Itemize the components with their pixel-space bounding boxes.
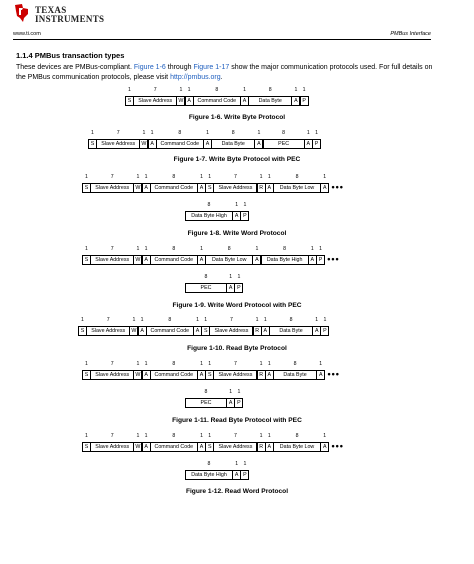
frame-field-label: A <box>257 141 261 147</box>
frame-field <box>261 246 309 265</box>
frame-field-bit-count: 1 <box>235 202 239 208</box>
frame-field-label: A <box>195 328 200 334</box>
frame-field-bit-count: 1 <box>91 130 94 136</box>
continuation-dots-icon: ••• <box>331 182 344 192</box>
frame-field-label: Command Code <box>154 444 194 450</box>
frame-field-bit-count: 1 <box>237 274 241 280</box>
frame-field-bit-count: 1 <box>243 461 247 467</box>
frame-field-bit-count: 8 <box>204 274 208 280</box>
frame-field-label: Data Byte <box>279 328 303 334</box>
frame-field-bit-count: 7 <box>110 433 114 439</box>
pmbus-org-link[interactable]: http://pmbus.org <box>170 73 221 81</box>
frame-field-label: W <box>141 141 147 147</box>
frame-field-bit-count: 1 <box>267 433 271 439</box>
frame-field <box>269 317 313 336</box>
continuation-dots-icon: ••• <box>331 441 344 451</box>
frame-field-bit-count: 7 <box>229 317 233 323</box>
protocol-frame-row <box>125 87 308 106</box>
figure-caption: Figure 1-9. Write Word Protocol with PEC <box>172 302 302 309</box>
frame-field-bit-count: 1 <box>319 246 322 252</box>
frame-field-bit-count: 8 <box>268 87 272 93</box>
intro-text-c: show the major communication protocols used. For full details on the PMBus communication protocols, please visit <box>16 64 433 81</box>
frame-field <box>213 174 257 193</box>
figure-caption: Figure 1-11. Read Byte Protocol with PEC <box>172 417 302 424</box>
frame-field-bit-count: 1 <box>319 361 323 367</box>
frame-field-label: A <box>144 372 148 378</box>
frame-field-bit-count: 1 <box>140 317 144 323</box>
frame-field-label: A <box>234 213 239 219</box>
frame-field-label: P <box>243 472 247 478</box>
frame-field <box>209 317 253 336</box>
frame-field-label: Slave Address <box>218 185 253 191</box>
frame-field-label: A <box>199 185 204 191</box>
frame-field-label: Slave Address <box>218 444 253 450</box>
figure-1-6-link[interactable]: Figure 1-6 <box>133 64 166 71</box>
frame-field-label: S <box>84 257 89 263</box>
frame-field-label: R <box>259 444 264 450</box>
frame-field-label: PEC <box>200 400 212 406</box>
frame-field-label: S <box>84 444 89 450</box>
frame-field-bit-count: 1 <box>206 130 209 136</box>
frame-field <box>185 389 227 408</box>
frame-field-label: Data Byte High <box>266 257 303 263</box>
frame-field-label: Slave Address <box>95 444 130 450</box>
frame-field-bit-count: 1 <box>323 433 327 439</box>
frame-field-label: Command Code <box>150 328 190 334</box>
frame-field <box>240 461 249 480</box>
frame-field-bit-count: 1 <box>136 246 140 252</box>
frame-field <box>316 246 325 265</box>
frame-field <box>213 361 257 380</box>
frame-field-bit-count: 8 <box>207 202 211 208</box>
continuation-dots-icon: ••• <box>327 369 340 379</box>
frame-field-bit-count: 8 <box>295 174 299 180</box>
frame-field-label: A <box>150 141 154 147</box>
frame-field-bit-count: 1 <box>144 433 148 439</box>
frame-field <box>150 174 198 193</box>
frame-field-bit-count: 1 <box>237 389 241 395</box>
frame-field-bit-count: 8 <box>295 433 299 439</box>
frame-field <box>234 389 243 408</box>
frame-field-bit-count: 1 <box>235 461 239 467</box>
frame-field-bit-count: 1 <box>142 130 146 136</box>
frame-field-label: A <box>318 372 323 378</box>
frame-field <box>156 130 204 149</box>
frame-field-bit-count: 1 <box>200 174 203 180</box>
frame-field-label: W <box>135 257 141 263</box>
ti-logo-icon <box>13 3 31 23</box>
frame-field-bit-count: 1 <box>85 174 88 180</box>
frame-field-label: R <box>259 185 264 191</box>
frame-field-label: A <box>322 185 327 191</box>
frame-field-label: S <box>207 372 212 378</box>
frame-field-label: A <box>140 328 144 334</box>
frame-field-bit-count: 1 <box>229 389 233 395</box>
frame-field-bit-count: 1 <box>259 361 263 367</box>
frame-field <box>316 361 325 380</box>
figure-caption: Figure 1-10. Read Byte Protocol <box>187 345 287 352</box>
frame-field-label: A <box>228 285 233 291</box>
figure-1-17-link[interactable]: Figure 1-17 <box>193 64 230 71</box>
frame-field-label: A <box>199 444 204 450</box>
frame-field <box>273 433 321 452</box>
frame-field-label: S <box>90 141 95 147</box>
frame-field-bit-count: 8 <box>172 246 176 252</box>
frame-field-label: A <box>144 185 148 191</box>
frame-field-bit-count: 1 <box>204 317 208 323</box>
intro-paragraph <box>16 63 436 82</box>
frame-field-bit-count: 1 <box>229 274 233 280</box>
frame-field-bit-count: 1 <box>259 174 263 180</box>
frame-field <box>193 87 241 106</box>
protocol-frame-row <box>185 461 249 480</box>
frame-field-label: Command Code <box>154 185 194 191</box>
frame-field-label: P <box>237 400 241 406</box>
frame-field-label: Slave Address <box>91 328 126 334</box>
frame-field-label: A <box>144 444 148 450</box>
frame-field-bit-count: 1 <box>255 317 259 323</box>
continuation-dots-icon: ••• <box>327 254 340 264</box>
frame-field-label: Data Byte <box>258 98 282 104</box>
frame-field-label: Command Code <box>154 372 194 378</box>
frame-field <box>273 174 321 193</box>
frame-field-bit-count: 1 <box>200 246 203 252</box>
logo-line-1: TEXAS <box>35 5 67 15</box>
frame-field-bit-count: 1 <box>323 317 327 323</box>
frame-field-bit-count: 1 <box>132 317 136 323</box>
frame-field <box>240 202 249 221</box>
frame-field-bit-count: 1 <box>255 246 259 252</box>
frame-field-label: A <box>228 400 233 406</box>
frame-field-label: W <box>135 185 141 191</box>
frame-field-bit-count: 1 <box>144 246 148 252</box>
frame-field-label: A <box>199 372 204 378</box>
frame-field-label: A <box>306 141 311 147</box>
frame-field-label: A <box>242 98 247 104</box>
header-section-name: PMBus Interface <box>390 31 431 37</box>
protocol-frame-row <box>185 202 249 221</box>
frame-field-bit-count: 8 <box>293 361 297 367</box>
frame-field-bit-count: 1 <box>85 433 88 439</box>
frame-field-bit-count: 1 <box>208 433 212 439</box>
frame-field-label: Slave Address <box>95 257 130 263</box>
frame-field-label: P <box>314 141 319 147</box>
frame-field <box>185 202 233 221</box>
frame-field-bit-count: 1 <box>302 87 306 93</box>
frame-field-bit-count: 1 <box>208 361 212 367</box>
frame-field-label: S <box>84 185 89 191</box>
frame-field <box>150 433 198 452</box>
frame-field-label: W <box>131 328 137 334</box>
frame-field-bit-count: 7 <box>110 174 114 180</box>
frame-field-label: W <box>178 98 184 104</box>
frame-field-label: P <box>302 98 306 104</box>
frame-field-bit-count: 1 <box>267 361 271 367</box>
frame-field-label: Data Byte <box>283 372 307 378</box>
frame-field-label: A <box>205 141 210 147</box>
frame-field-label: Slave Address <box>95 372 130 378</box>
frame-field-bit-count: 8 <box>207 461 211 467</box>
frame-field <box>248 87 292 106</box>
frame-field <box>213 433 257 452</box>
frame-field-bit-count: 1 <box>323 174 327 180</box>
frame-field <box>96 130 140 149</box>
intro-text-d: . <box>220 73 223 81</box>
frame-field-label: S <box>207 444 212 450</box>
frame-field-bit-count: 7 <box>233 174 237 180</box>
frame-field-bit-count: 1 <box>136 174 140 180</box>
header-site-url[interactable]: www.ti.com <box>13 31 41 37</box>
frame-field-label: A <box>267 444 272 450</box>
frame-field-bit-count: 1 <box>294 87 298 93</box>
logo-line-2: INSTRUMENTS <box>35 14 105 24</box>
frame-field-label: Command Code <box>160 141 200 147</box>
frame-field-label: Data Byte Low <box>211 257 247 263</box>
frame-field-bit-count: 7 <box>153 87 157 93</box>
protocol-frame-row <box>78 317 329 336</box>
frame-field-label: Data Byte Low <box>279 444 315 450</box>
frame-field-bit-count: 1 <box>263 317 267 323</box>
protocol-frame-row <box>82 246 340 265</box>
frame-field-bit-count: 1 <box>200 361 203 367</box>
frame-field-bit-count: 1 <box>310 246 314 252</box>
frame-field-label: P <box>243 213 247 219</box>
frame-field-label: A <box>255 257 259 263</box>
frame-field-bit-count: 8 <box>204 389 208 395</box>
protocol-frame-row <box>88 130 320 149</box>
frame-field-label: Data Byte High <box>191 213 227 219</box>
frame-field-label: A <box>263 328 268 334</box>
frame-field-bit-count: 7 <box>116 130 120 136</box>
figure-caption: Figure 1-7. Write Byte Protocol with PEC <box>173 156 301 163</box>
frame-field-bit-count: 8 <box>178 130 182 136</box>
frame-field-bit-count: 7 <box>233 361 237 367</box>
frame-field-label: Data Byte High <box>191 472 227 478</box>
frame-field <box>273 361 317 380</box>
frame-field-bit-count: 1 <box>144 361 148 367</box>
frame-field-bit-count: 7 <box>233 433 237 439</box>
frame-field-label: S <box>127 98 132 104</box>
figure-caption: Figure 1-6. Write Byte Protocol <box>188 114 286 121</box>
frame-field <box>90 174 134 193</box>
frame-field <box>150 246 198 265</box>
frame-field-bit-count: 1 <box>187 87 191 93</box>
ti-logo <box>13 3 133 25</box>
frame-field-bit-count: 1 <box>136 433 140 439</box>
frame-field-label: W <box>135 372 141 378</box>
frame-field-label: Slave Address <box>214 328 249 334</box>
frame-field-bit-count: 1 <box>196 317 199 323</box>
frame-field-bit-count: 1 <box>85 246 88 252</box>
frame-field <box>185 461 233 480</box>
frame-field-bit-count: 8 <box>231 130 235 136</box>
frame-field-label: Slave Address <box>95 185 130 191</box>
frame-field-label: R <box>259 372 264 378</box>
figure-caption: Figure 1-12. Read Word Protocol <box>185 488 289 495</box>
frame-field <box>90 246 134 265</box>
frame-field <box>320 174 329 193</box>
protocol-frame-row <box>82 361 340 380</box>
frame-field-bit-count: 1 <box>306 130 310 136</box>
frame-field <box>205 246 253 265</box>
frame-field-bit-count: 1 <box>136 361 140 367</box>
frame-field-label: A <box>267 372 272 378</box>
frame-field-label: Data Byte <box>221 141 245 147</box>
frame-field-label: W <box>135 444 141 450</box>
frame-field <box>320 433 329 452</box>
frame-field-label: A <box>199 257 204 263</box>
frame-field <box>234 274 243 293</box>
protocol-frame-row <box>82 174 344 193</box>
frame-field-label: A <box>314 328 319 334</box>
frame-field-label: S <box>80 328 85 334</box>
frame-field <box>185 274 227 293</box>
frame-field <box>86 317 130 336</box>
frame-field-bit-count: 1 <box>208 174 212 180</box>
frame-field-label: Slave Address <box>101 141 136 147</box>
protocol-frame-row <box>185 274 243 293</box>
frame-field <box>150 361 198 380</box>
protocol-frame-row <box>82 433 344 452</box>
frame-field-label: P <box>323 328 327 334</box>
frame-field-bit-count: 8 <box>282 130 286 136</box>
protocol-frame-row <box>185 389 243 408</box>
frame-field-label: A <box>310 257 315 263</box>
frame-field-bit-count: 1 <box>315 130 318 136</box>
frame-field-label: A <box>267 185 272 191</box>
frame-field-bit-count: 1 <box>128 87 131 93</box>
frame-field-label: Command Code <box>197 98 237 104</box>
frame-field-label: PEC <box>278 141 290 147</box>
frame-field-bit-count: 8 <box>283 246 287 252</box>
frame-field-bit-count: 8 <box>168 317 172 323</box>
frame-field-label: A <box>187 98 191 104</box>
frame-field-bit-count: 1 <box>259 433 263 439</box>
frame-field-bit-count: 1 <box>144 174 148 180</box>
frame-field-bit-count: 7 <box>110 361 114 367</box>
frame-field-label: A <box>144 257 148 263</box>
frame-field-bit-count: 1 <box>315 317 319 323</box>
frame-field-bit-count: 1 <box>200 433 203 439</box>
frame-field-bit-count: 1 <box>243 87 246 93</box>
frame-field-bit-count: 1 <box>267 174 271 180</box>
frame-field-label: A <box>322 444 327 450</box>
frame-field-bit-count: 1 <box>243 202 247 208</box>
frame-field-label: S <box>207 185 212 191</box>
frame-field-bit-count: 1 <box>150 130 154 136</box>
frame-field-label: Slave Address <box>218 372 253 378</box>
frame-field-label: R <box>255 328 260 334</box>
frame-field <box>90 433 134 452</box>
frame-field-bit-count: 8 <box>215 87 219 93</box>
intro-text-b: through <box>167 64 192 71</box>
figure-caption: Figure 1-8. Write Word Protocol <box>187 230 287 237</box>
frame-field-label: Data Byte Low <box>279 185 315 191</box>
frame-field-label: Slave Address <box>138 98 173 104</box>
frame-field-label: A <box>234 472 239 478</box>
frame-field <box>312 130 321 149</box>
frame-field <box>263 130 305 149</box>
frame-field-label: PEC <box>200 285 212 291</box>
frame-field-bit-count: 7 <box>110 246 114 252</box>
header-divider <box>13 39 431 40</box>
frame-field-bit-count: 1 <box>81 317 84 323</box>
section-title: 1.1.4 PMBus transaction types <box>16 51 125 60</box>
frame-field-bit-count: 8 <box>289 317 293 323</box>
frame-field <box>320 317 329 336</box>
frame-field-label: Command Code <box>154 257 194 263</box>
frame-field-bit-count: 1 <box>85 361 88 367</box>
frame-field <box>133 87 177 106</box>
frame-field-bit-count: 8 <box>172 433 176 439</box>
frame-field-bit-count: 1 <box>179 87 183 93</box>
frame-field-label: A <box>294 98 298 104</box>
frame-field <box>300 87 309 106</box>
frame-field-bit-count: 1 <box>257 130 261 136</box>
frame-field <box>146 317 194 336</box>
frame-field-bit-count: 8 <box>227 246 231 252</box>
frame-field-bit-count: 8 <box>172 174 176 180</box>
frame-field-bit-count: 7 <box>106 317 110 323</box>
frame-field-bit-count: 8 <box>172 361 176 367</box>
intro-text-a: These devices are PMBus-compliant. <box>16 64 132 71</box>
frame-field-label: S <box>203 328 208 334</box>
frame-field-label: S <box>84 372 89 378</box>
frame-field <box>90 361 134 380</box>
frame-field-label: P <box>237 285 241 291</box>
frame-field <box>211 130 255 149</box>
frame-field-label: P <box>318 257 323 263</box>
